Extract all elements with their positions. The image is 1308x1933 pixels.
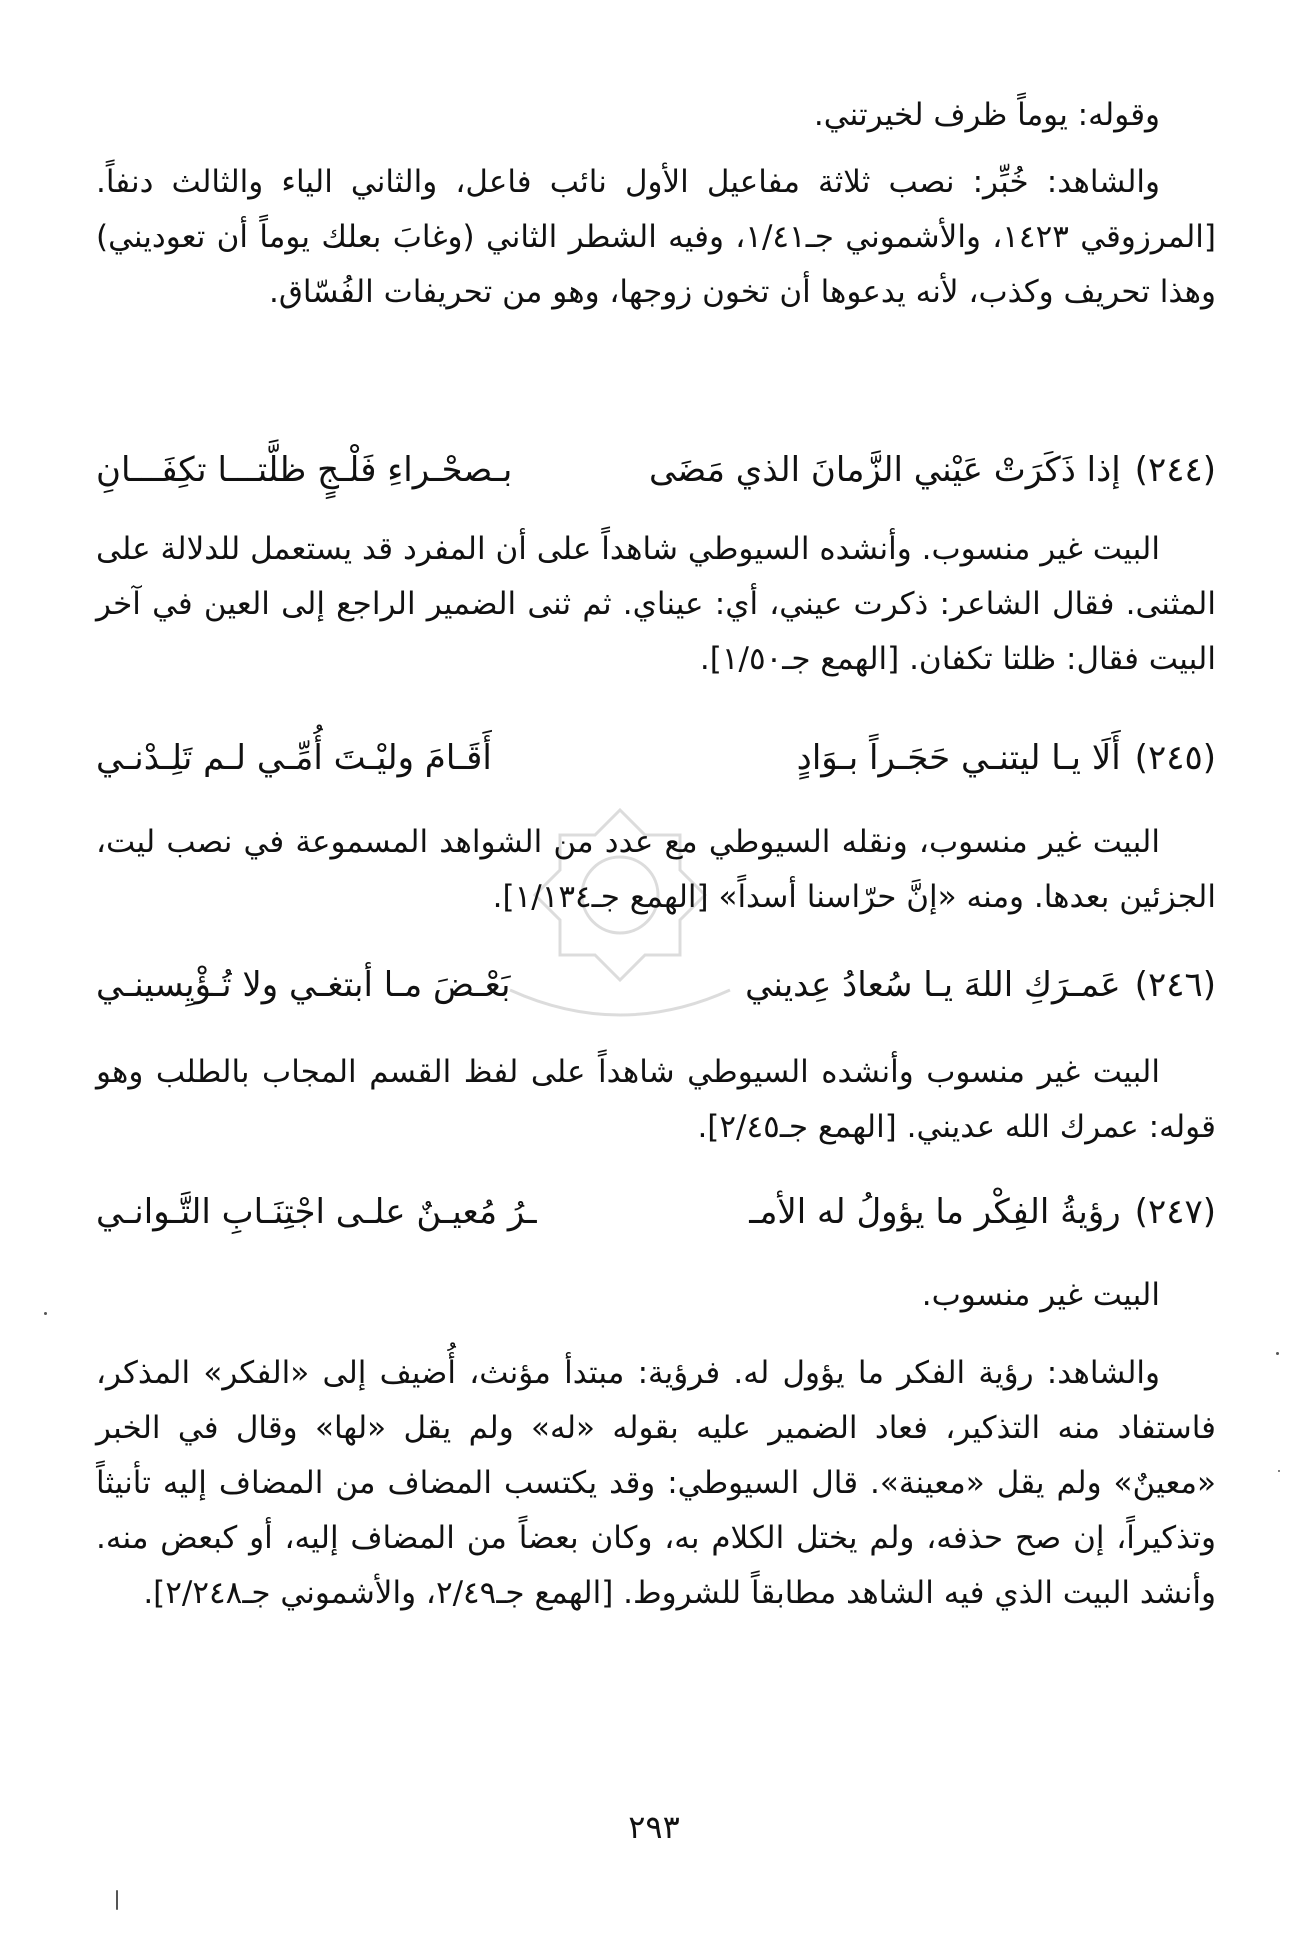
verse-second-hemistich: ـرُ مُعيـنٌ علـى اجْتِنَـابِ التَّـوانـي [96,1192,537,1232]
verse-245 [96,728,1216,788]
verse-number: (٢٤٦) [1134,965,1216,1005]
paragraph-1: وقوله: يوماً ظرف لخيرتني. [813,97,1160,133]
paragraph-4: البيت غير منسوب، ونقله السيوطي مع عدد من الشواهد المسموعة في نصب ليت، الجزئين بعدها. ومنه «إنَّ حرّاسنا أسداً» [الهمع جـ١/١٣٤]. [96,824,1216,915]
scan-speck [44,1312,47,1315]
paragraph-2: والشاهد: خُبِّر: نصب ثلاثة مفاعيل الأول نائب فاعل، والثاني الياء والثالث دنفاً. [المرزوقي ١٤٢٣، والأشموني جـ١/٤١، وفيه الشطر الثاني (وغابَ بعلك يوماً أن تعوديني) وهذا تحريف وكذب، لأنه يدعوها أن تخون زوجها، وهو من تحريفات الفُسّاق. [96,164,1216,310]
paragraph-3: البيت غير منسوب. وأنشده السيوطي شاهداً على أن المفرد قد يستعمل للدلالة على المثنى. فقال الشاعر: ذكرت عيني، أي: عيناي. ثم ثنى الضمير الراجع إلى العين في آخر البيت فقال: ظلتا تكفان. [الهمع جـ١/٥٠]. [96,531,1216,677]
verse-number: (٢٤٧) [1134,1192,1216,1232]
page-number: ٢٩٣ [628,1808,680,1846]
paragraph-5: البيت غير منسوب وأنشده السيوطي شاهداً على لفظ القسم المجاب بالطلب وهو قوله: عمرك الله عديني. [الهمع جـ٢/٤٥]. [96,1054,1216,1145]
verse-second-hemistich: أَقَـامَ وليْـتَ أُمِّـي لـم تَلِـدْنـي [96,738,492,778]
verse-246 [96,955,1216,1015]
verse-first-hemistich: أَلَا يـا ليتنـي حَجَـراً بـوَادٍ [796,738,1121,778]
scan-speck [1276,1352,1279,1355]
scan-speck [1278,1470,1280,1472]
paragraph-7: والشاهد: رؤية الفكر ما يؤول له. فرؤية: مبتدأ مؤنث، أُضيف إلى «الفكر» المذكر، فاستفاد منه التذكير، فعاد الضمير عليه بقوله «له» ولم يقل «لها» وقال في الخبر «معينٌ» ولم يقل «معينة». قال السيوطي: وقد يكتسب المضاف من المضاف إليه تأنيثاً وتذكيراً، إن صح حذفه، ولم يختل الكلام به، وكان بعضاً من المضاف إليه، أو كبعض منه. وأنشد البيت الذي فيه الشاهد مطابقاً للشروط. [الهمع جـ٢/٤٩، والأشموني جـ٢/٢٤٨]. [96,1355,1216,1611]
verse-number: (٢٤٥) [1134,738,1216,778]
verse-second-hemistich: بَعْـضَ مـا أبتغـي ولا تُـؤْيِسينـي [96,965,511,1005]
verse-244 [96,440,1216,500]
verse-number: (٢٤٤) [1134,450,1216,490]
verse-247 [96,1182,1216,1242]
verse-first-hemistich: رؤيةُ الفِكْر ما يؤولُ له الأمـ [749,1192,1121,1232]
scan-speck [116,1890,118,1910]
paragraph-6: البيت غير منسوب. [921,1277,1160,1313]
verse-first-hemistich: عَمـرَكِ اللهَ يـا سُعادُ عِديني [745,965,1121,1005]
verse-first-hemistich: إذا ذَكَرَتْ عَيْني الزَّمانَ الذي مَضَى [648,450,1121,490]
verse-second-hemistich: بـصحْـراءِ فَلْـجٍ ظلَّتـــا تكِفَـــانِ [96,450,513,490]
